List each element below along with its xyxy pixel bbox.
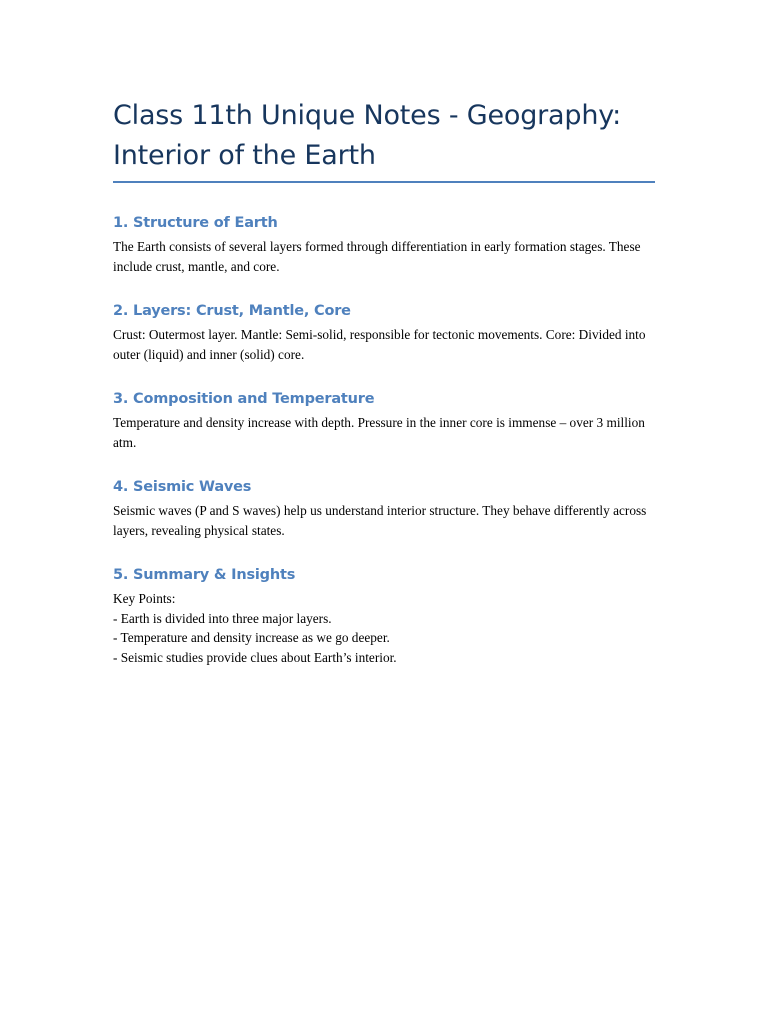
section-paragraph: Crust: Outermost layer. Mantle: Semi-solid, responsible for tectonic movements. Core: Divided into outer (liquid) and inner (solid) core. [113, 327, 646, 362]
section-heading: 2. Layers: Crust, Mantle, Core [113, 303, 351, 319]
key-points-list [113, 609, 655, 668]
section-paragraph: Seismic waves (P and S waves) help us understand interior structure. They behave differently across layers, revealing physical states. [113, 503, 647, 538]
section-heading: 4. Seismic Waves [113, 479, 252, 495]
section-paragraph: The Earth consists of several layers formed through differentiation in early formation stages. These include crust, mantle, and core. [113, 239, 641, 274]
section-heading: 3. Composition and Temperature [113, 391, 375, 407]
section-heading: 5. Summary & Insights [113, 567, 296, 583]
section-heading: 1. Structure of Earth [113, 215, 278, 231]
list-item: - Earth is divided into three major layers. [113, 610, 332, 626]
title-underline-divider [113, 181, 655, 183]
key-points-intro: Key Points: [113, 591, 176, 606]
section-summary-insights [113, 565, 655, 667]
list-item: - Temperature and density increase as we go deeper. [113, 630, 390, 645]
section-paragraph: Temperature and density increase with depth. Pressure in the inner core is immense – over 3 million atm. [113, 415, 645, 450]
section-composition-temperature [113, 389, 655, 452]
summary-block [113, 589, 655, 667]
document-title: Class 11th Unique Notes - Geography: Interior of the Earth [113, 100, 621, 171]
list-item: - Seismic studies provide clues about Earth’s interior. [113, 649, 397, 665]
document-page [113, 0, 655, 667]
section-seismic-waves [113, 477, 655, 540]
section-layers [113, 301, 655, 364]
section-structure-of-earth [113, 213, 655, 276]
